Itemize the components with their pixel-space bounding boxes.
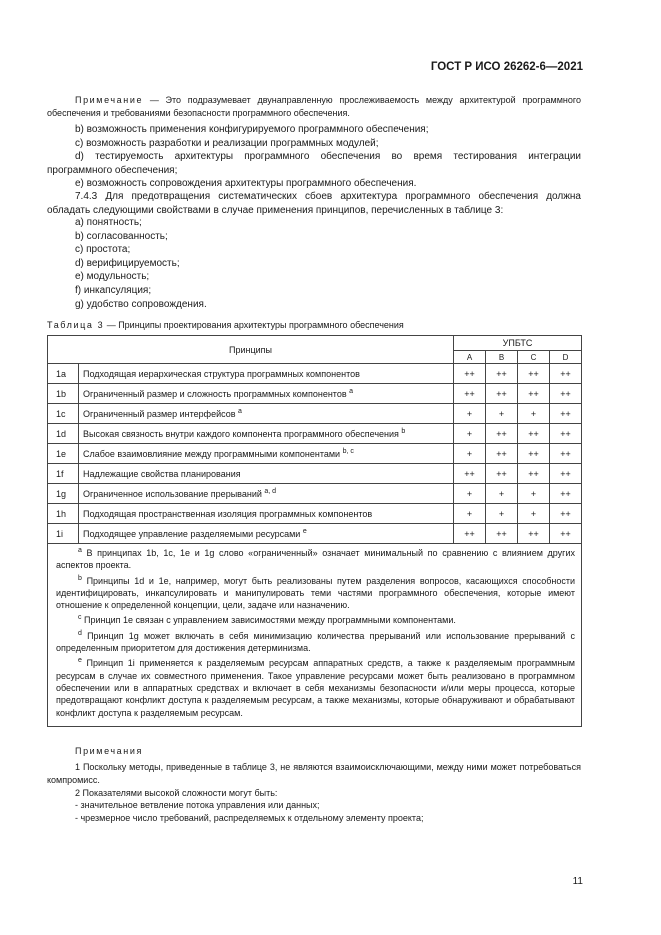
rating-cell: + [454, 424, 486, 444]
row-code: 1g [48, 484, 79, 504]
note-2: 2 Показателями высокой сложности могут быть: [75, 788, 278, 798]
note-2-bullets [75, 799, 423, 824]
rating-cell: ++ [486, 464, 518, 484]
rating-cell: ++ [518, 524, 550, 544]
footnote-ref: a [349, 387, 354, 395]
note-top [47, 94, 581, 119]
row-principle [79, 464, 454, 484]
rating-cell: ++ [550, 364, 582, 384]
rating-cell: ++ [486, 524, 518, 544]
row-code: 1d [48, 424, 79, 444]
rating-cell: ++ [454, 364, 486, 384]
table-caption [47, 319, 404, 332]
rating-cell: ++ [550, 384, 582, 404]
row-code: 1h [48, 504, 79, 524]
row-code: 1b [48, 384, 79, 404]
footnote-text: Принцип 1i применяется к разделяемым ресурсам аппаратных средств, а также к разделяемым программным ресурсам в случае их совместного применения. Такое управление ресурсами может быть реализовано в программном обеспечении или в аппаратных средствах и включает в себя механизмы безопасности и/или меры процесса, которые предотвращают конфликт доступа к разделяемым ресурсам, а также механизмы, которые обнаруживают и обрабатывают конфликт доступа к разделяемым ресурсам. [56, 658, 575, 718]
rating-cell: ++ [550, 464, 582, 484]
rating-cell: ++ [518, 364, 550, 384]
table-caption-text: — Принципы проектирования архитектуры программного обеспечения [104, 320, 404, 330]
list-item: - значительное ветвление потока управления или данных; [75, 800, 320, 810]
rating-cell: ++ [550, 484, 582, 504]
footnote-text: Принципы 1d и 1e, например, могут быть реализованы путем разделения вопросов, касающихся способности идентифицировать, инкапсулировать и манипулировать теми частями программного обеспечения, которые имеют отношение к определенной концепции, цели, задаче или назначению. [56, 575, 575, 611]
rating-cell: + [518, 484, 550, 504]
footnote-ref: b [401, 427, 406, 435]
footnotes-cell [48, 544, 582, 727]
principle-text: Ограниченное использование прерываний [83, 488, 262, 499]
principle-text: Подходящее управление разделяемыми ресурсами [83, 528, 301, 539]
rating-cell: + [454, 404, 486, 424]
rating-cell: ++ [518, 384, 550, 404]
item-d: d) тестируемость архитектуры программного обеспечения во время тестирования интеграции программного обеспечения; [47, 151, 581, 176]
row-principle [79, 364, 454, 384]
principle-text: Ограниченный размер интерфейсов [83, 408, 236, 419]
row-code: 1f [48, 464, 79, 484]
page-number: 11 [572, 876, 583, 887]
rating-cell: ++ [550, 404, 582, 424]
row-code: 1e [48, 444, 79, 464]
notes-heading-text: Примечания [75, 746, 143, 756]
header-level-a: A [454, 351, 486, 364]
row-principle [79, 384, 454, 404]
footnote-text: В принципах 1b, 1c, 1e и 1g слово «ограниченный» означает минимальный по сравнению с влиянием других аспектов проекта. [56, 548, 575, 571]
rating-cell: + [518, 504, 550, 524]
rating-cell: ++ [486, 384, 518, 404]
property-item: g) удобство сопровождения. [75, 298, 207, 310]
table-row [48, 504, 582, 524]
header-principles: Принципы [48, 336, 454, 364]
table-header-row [48, 336, 582, 351]
row-principle [79, 424, 454, 444]
footnote-ref: a, d [264, 487, 277, 495]
table-row [48, 424, 582, 444]
note-top-label: Примечание [75, 95, 144, 105]
row-principle [79, 444, 454, 464]
table-body [48, 336, 582, 727]
table-footnote [56, 547, 575, 572]
footnote-ref: e [302, 527, 307, 535]
table-row [48, 404, 582, 424]
document-header: ГОСТ Р ИСО 26262-6—2021 [430, 61, 583, 73]
item-b: b) возможность применения конфигурируемого программного обеспечения; [75, 124, 429, 135]
list-item: - чрезмерное число требований, распределяемых к отдельному элементу проекта; [75, 812, 424, 823]
footnote-mark: c [78, 614, 82, 622]
principle-text: Подходящая иерархическая структура программных компонентов [83, 368, 360, 379]
footnote-mark: a [78, 547, 82, 554]
table-footnote [56, 614, 575, 626]
header-level-d: D [550, 351, 582, 364]
rating-cell: ++ [454, 384, 486, 404]
rating-cell: + [454, 504, 486, 524]
rating-cell: ++ [518, 424, 550, 444]
table-row [48, 384, 582, 404]
row-code: 1a [48, 364, 79, 384]
rating-cell: ++ [550, 424, 582, 444]
rating-cell: ++ [518, 464, 550, 484]
item-e: e) возможность сопровождения архитектуры программного обеспечения. [75, 178, 417, 189]
footnote-mark: b [78, 574, 82, 582]
row-principle [79, 524, 454, 544]
rating-cell: + [486, 404, 518, 424]
footnote-mark: e [78, 657, 82, 665]
row-code: 1i [48, 524, 79, 544]
rating-cell: ++ [486, 364, 518, 384]
rating-cell: + [486, 504, 518, 524]
row-principle [79, 504, 454, 524]
rating-cell: ++ [550, 504, 582, 524]
principle-text: Подходящая пространственная изоляция программных компонентов [83, 508, 373, 519]
table-footnote [56, 575, 575, 612]
row-principle [79, 404, 454, 424]
notes-heading [75, 745, 143, 758]
properties-list [75, 216, 207, 311]
rating-cell: ++ [518, 444, 550, 464]
rating-cell: ++ [454, 464, 486, 484]
row-code: 1c [48, 404, 79, 424]
rating-cell: ++ [486, 444, 518, 464]
rating-cell: + [454, 484, 486, 504]
rating-cell: + [486, 484, 518, 504]
table-row [48, 484, 582, 504]
property-item: b) согласованность; [75, 230, 168, 242]
footnote-mark: d [78, 629, 82, 637]
principle-text: Ограниченный размер и сложность программных компонентов [83, 388, 347, 399]
principles-table [47, 335, 582, 727]
rating-cell: ++ [454, 524, 486, 544]
paragraph-7-4-3: 7.4.3 Для предотвращения систематических сбоев архитектура программного обеспечения должна обладать следующими свойствами в случае применения принципов, перечисленных в таблице 3: [47, 191, 581, 216]
principle-text: Надлежащие свойства планирования [83, 468, 241, 479]
property-item: e) модульность; [75, 271, 150, 283]
row-principle [79, 484, 454, 504]
item-c: c) возможность разработки и реализации программных модулей; [75, 137, 379, 149]
footnotes-row [48, 544, 582, 727]
note-1: 1 Поскольку методы, приведенные в таблице 3, не являются взаимоисключающими, между ними может потребоваться компромисс. [47, 762, 581, 785]
rating-cell: ++ [550, 444, 582, 464]
rating-cell: ++ [486, 424, 518, 444]
table-footnote [56, 630, 575, 655]
table-row [48, 464, 582, 484]
footnote-text: Принцип 1e связан с управлением зависимостями между программными компонентами. [81, 615, 456, 626]
table-footnote [56, 657, 575, 718]
table-row [48, 364, 582, 384]
rating-cell: + [518, 404, 550, 424]
property-item: f) инкапсуляция; [75, 284, 152, 296]
table-row [48, 444, 582, 464]
table-caption-label: Таблица 3 [47, 320, 105, 330]
property-item: c) простота; [75, 244, 131, 256]
property-item: a) понятность; [75, 217, 142, 228]
principle-text: Высокая связность внутри каждого компонента программного обеспечения [83, 428, 399, 439]
rating-cell: + [454, 444, 486, 464]
items-top [47, 123, 581, 191]
footnote-text: Принцип 1g может включать в себя минимизацию количества прерываний или использование прерываний с определенным приоритетом для достижения детерминизма. [56, 630, 575, 654]
footnote-ref: a [238, 407, 242, 415]
header-level-b: B [486, 351, 518, 364]
footnote-ref: b, c [342, 447, 354, 455]
property-item: d) верифицируемость; [75, 257, 180, 269]
principle-text: Слабое взаимовлияние между программными компонентами [83, 448, 341, 459]
header-level-c: C [518, 351, 550, 364]
table-row [48, 524, 582, 544]
note-top-text: — Это подразумевает двунаправленную прослеживаемость между архитектурой программного обеспечения и требованиями безопасности программного обеспечения. [47, 95, 581, 118]
header-asil: УПБТС [454, 336, 582, 351]
rating-cell: ++ [550, 524, 582, 544]
